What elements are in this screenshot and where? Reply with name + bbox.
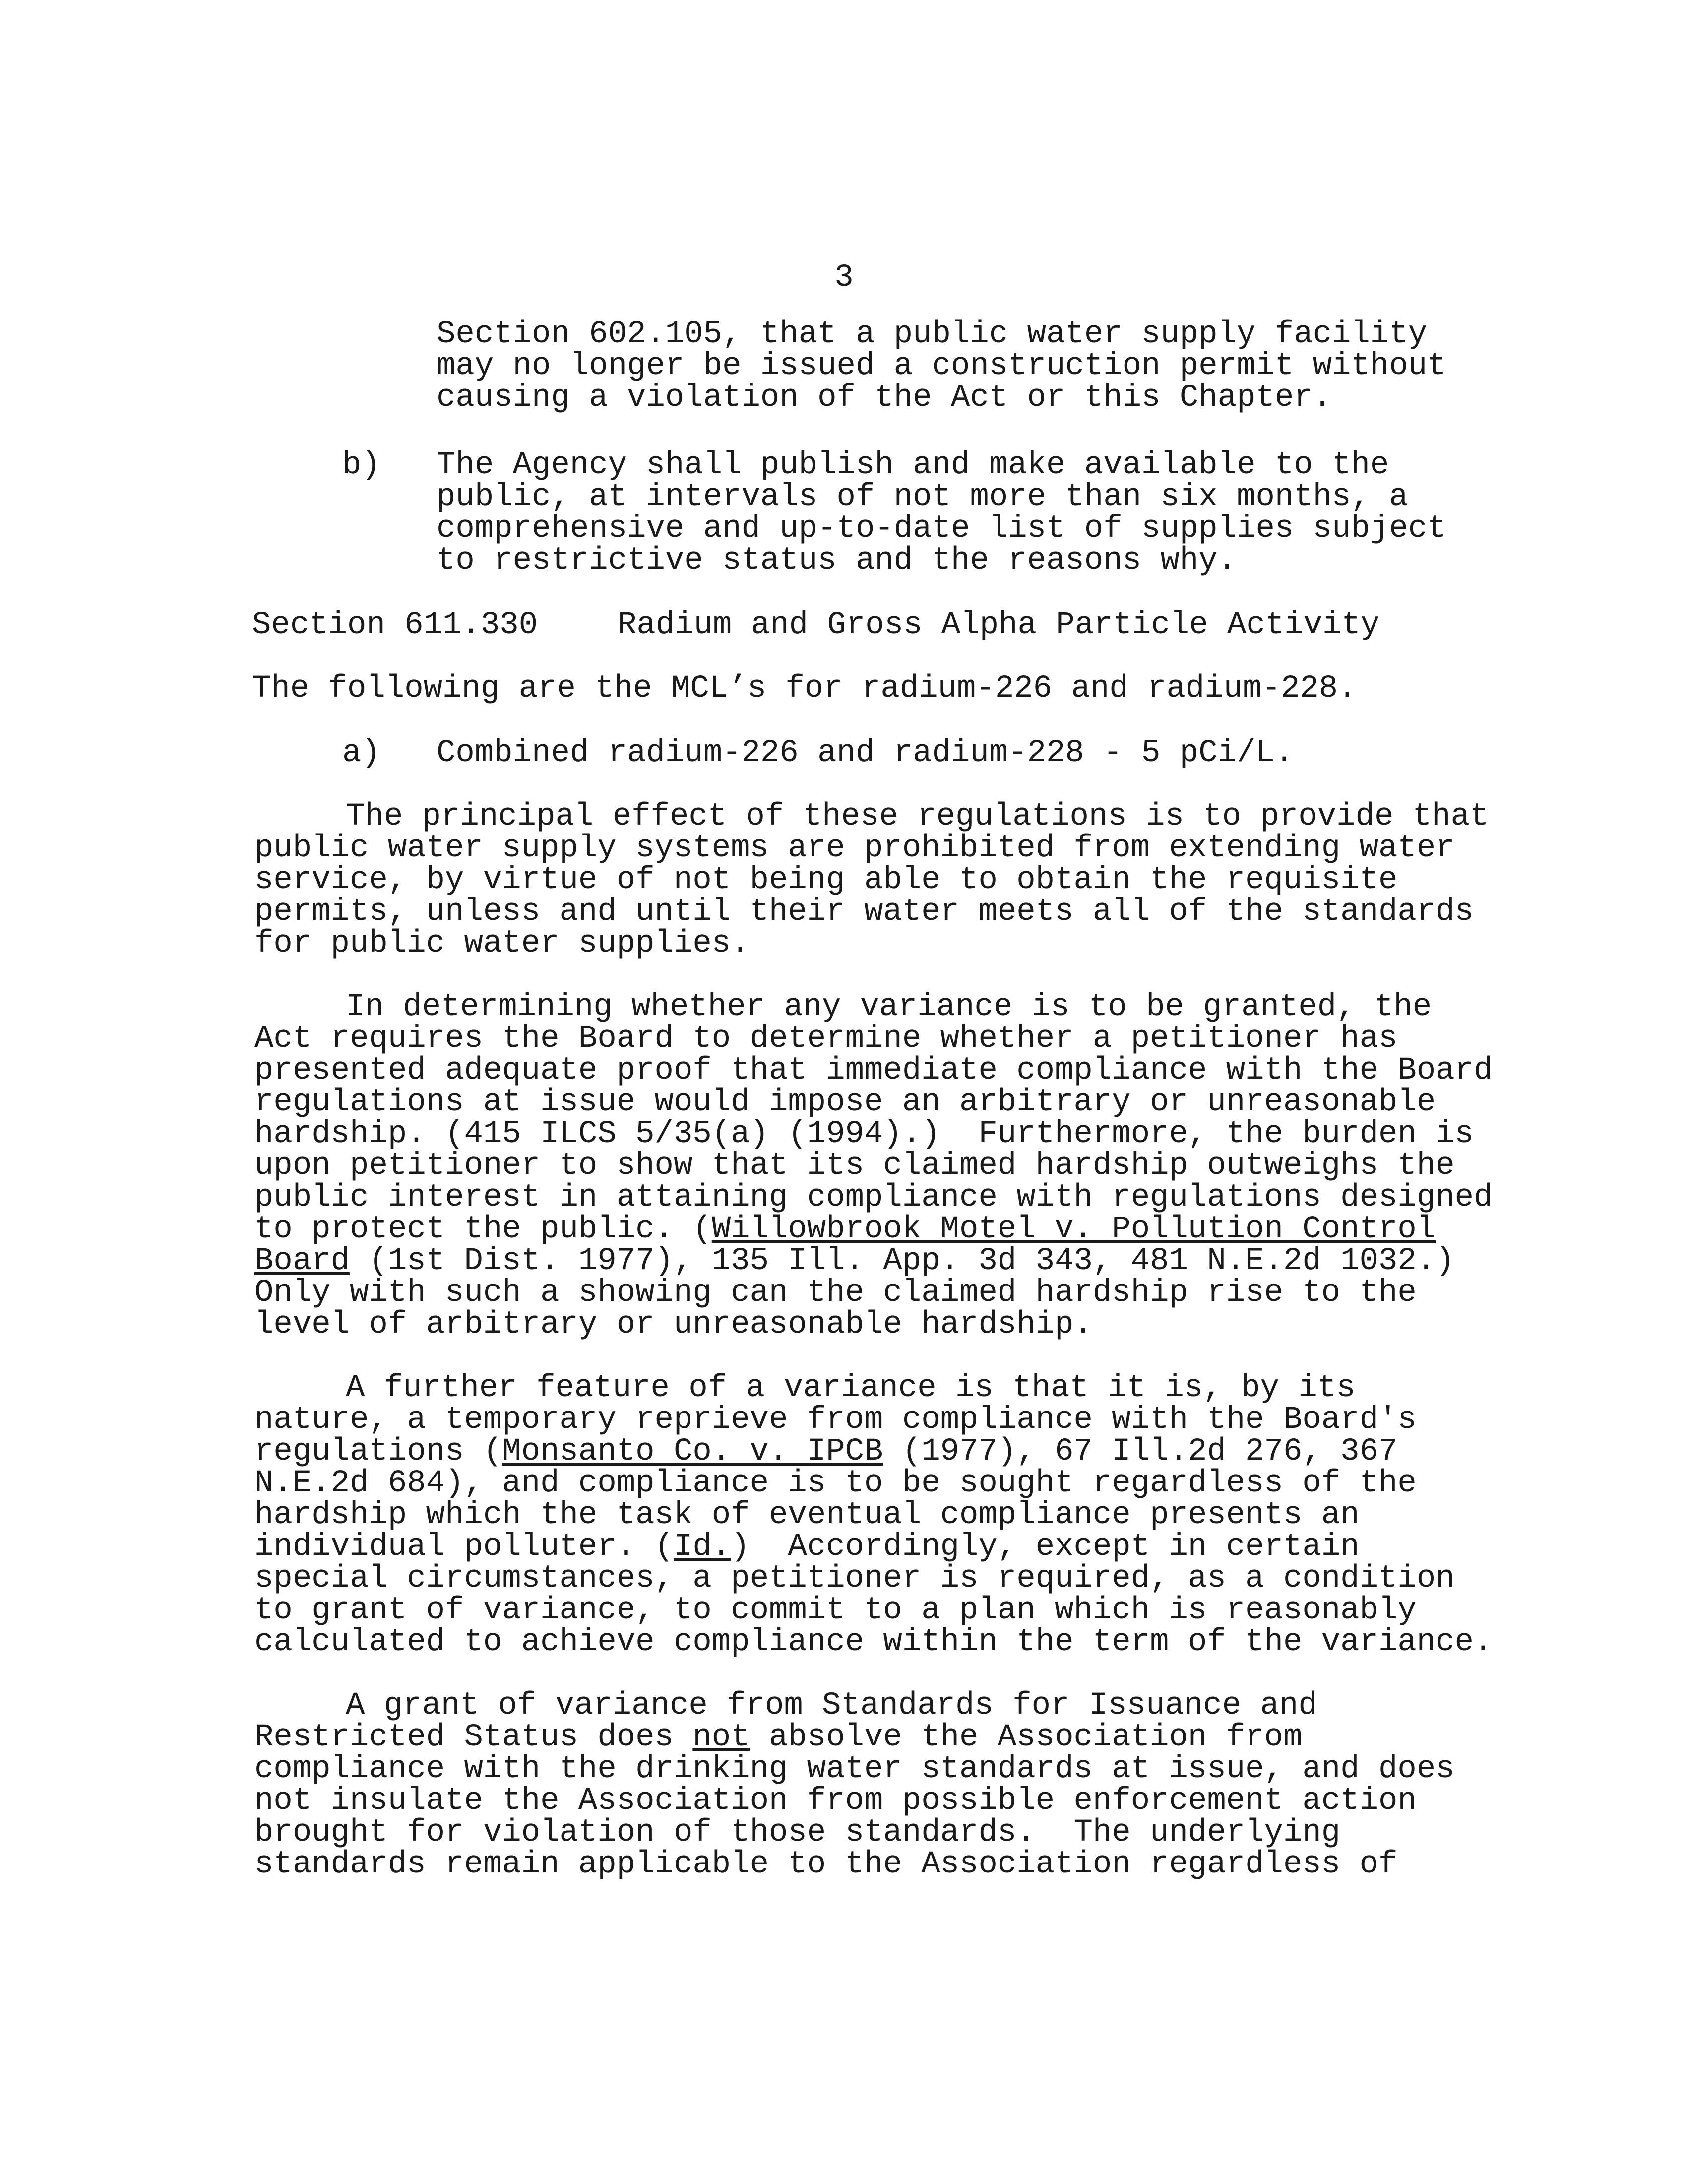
text-line: permits, unless and until their water meets all of the standards	[254, 894, 1474, 930]
text-line: upon petitioner to show that its claimed hardship outweighs the	[254, 1148, 1455, 1184]
text-run: absolve the Association from	[750, 1720, 1303, 1755]
emphasis-not: not	[692, 1720, 750, 1755]
text-line	[254, 1722, 1455, 1753]
text-line: compliance with the drinking water standards at issue, and does	[254, 1751, 1455, 1787]
text-line: special circumstances, a petitioner is required, as a condition	[254, 1561, 1455, 1597]
paragraph-variance-standard	[254, 991, 1493, 1341]
case-citation-continued: Board	[254, 1243, 350, 1279]
list-marker-a: a)	[342, 735, 380, 771]
text-run: ) Accordingly, except in certain	[731, 1529, 1360, 1565]
text-line: brought for violation of those standards. The underlying	[254, 1815, 1341, 1851]
text-line: presented adequate proof that immediate compliance with the Board	[254, 1053, 1493, 1089]
continued-paragraph	[437, 319, 1446, 414]
id-citation: Id.	[673, 1529, 731, 1565]
text-line: public, at intervals of not more than six months, a	[437, 479, 1408, 515]
text-line: causing a violation of the Act or this Chapter.	[437, 380, 1332, 416]
paragraph-temporary-reprieve	[254, 1372, 1493, 1658]
text-line: nature, a temporary reprieve from compliance with the Board's	[254, 1402, 1417, 1438]
section-number: Section 611.330	[252, 607, 538, 643]
text-line: public interest in attaining compliance with regulations designed	[254, 1180, 1493, 1216]
text-line: may no longer be issued a construction permit without	[437, 348, 1446, 384]
text-line	[254, 1245, 1493, 1277]
text-line: A further feature of a variance is that it is, by its	[346, 1370, 1356, 1406]
mcl-intro: The following are the MCL’s for radium-226 and radium-228.	[252, 671, 1357, 707]
text-line: hardship. (415 ILCS 5/35(a) (1994).) Furthermore, the burden is	[254, 1116, 1474, 1152]
text-line: comprehensive and up-to-date list of supplies subject	[437, 511, 1446, 547]
case-citation: Monsanto Co. v. IPCB	[502, 1434, 883, 1470]
text-line: standards remain applicable to the Association regardless of	[254, 1847, 1398, 1882]
text-line: calculated to achieve compliance within the term of the variance.	[254, 1624, 1493, 1660]
text-line: level of arbitrary or unreasonable hardship.	[254, 1307, 1093, 1343]
text-line: service, by virtue of not being able to obtain the requisite	[254, 862, 1398, 898]
text-line: to restrictive status and the reasons why.	[437, 543, 1237, 578]
text-line: Section 602.105, that a public water supply facility	[437, 317, 1428, 352]
text-run: to protect the public. (	[254, 1212, 712, 1247]
text-line: The Agency shall publish and make available to the	[437, 448, 1389, 483]
section-title: Radium and Gross Alpha Particle Activity	[618, 607, 1380, 643]
text-line: for public water supplies.	[254, 926, 750, 962]
text-line: N.E.2d 684), and compliance is to be sought regardless of the	[254, 1466, 1417, 1501]
text-run: (1977), 67 Ill.2d 276, 367	[883, 1434, 1398, 1470]
text-line: Act requires the Board to determine whether a petitioner has	[254, 1021, 1398, 1057]
text-run: (1st Dist. 1977), 135 Ill. App. 3d 343, 481 N.E.2d 1032.)	[350, 1243, 1455, 1279]
list-marker-b: b)	[342, 448, 380, 483]
paragraph-grant-of-variance	[254, 1690, 1455, 1880]
text-line: public water supply systems are prohibited from extending water	[254, 831, 1455, 866]
text-line: The principal effect of these regulations is to provide that	[346, 799, 1489, 835]
list-item-a: Combined radium-226 and radium-228 - 5 pCi/L.	[437, 735, 1294, 771]
text-line	[254, 1436, 1493, 1468]
list-item-b	[437, 450, 1446, 577]
text-run: Restricted Status does	[254, 1720, 693, 1755]
text-line: not insulate the Association from possible enforcement action	[254, 1783, 1417, 1819]
page-number: 3	[834, 260, 854, 296]
case-citation: Willowbrook Motel v. Pollution Control	[711, 1212, 1436, 1247]
text-run: individual polluter. (	[254, 1529, 674, 1565]
text-line: hardship which the task of eventual compliance presents an	[254, 1497, 1360, 1533]
text-line: regulations at issue would impose an arbitrary or unreasonable	[254, 1085, 1436, 1120]
text-line: A grant of variance from Standards for Issuance and	[346, 1688, 1317, 1724]
text-line: In determining whether any variance is to be granted, the	[346, 989, 1432, 1025]
paragraph-principal-effect	[254, 801, 1489, 960]
text-line: to grant of variance, to commit to a plan which is reasonably	[254, 1593, 1417, 1628]
text-line	[254, 1531, 1493, 1563]
text-run: regulations (	[254, 1434, 502, 1470]
text-line	[254, 1214, 1493, 1245]
text-line: Only with such a showing can the claimed hardship rise to the	[254, 1275, 1417, 1311]
